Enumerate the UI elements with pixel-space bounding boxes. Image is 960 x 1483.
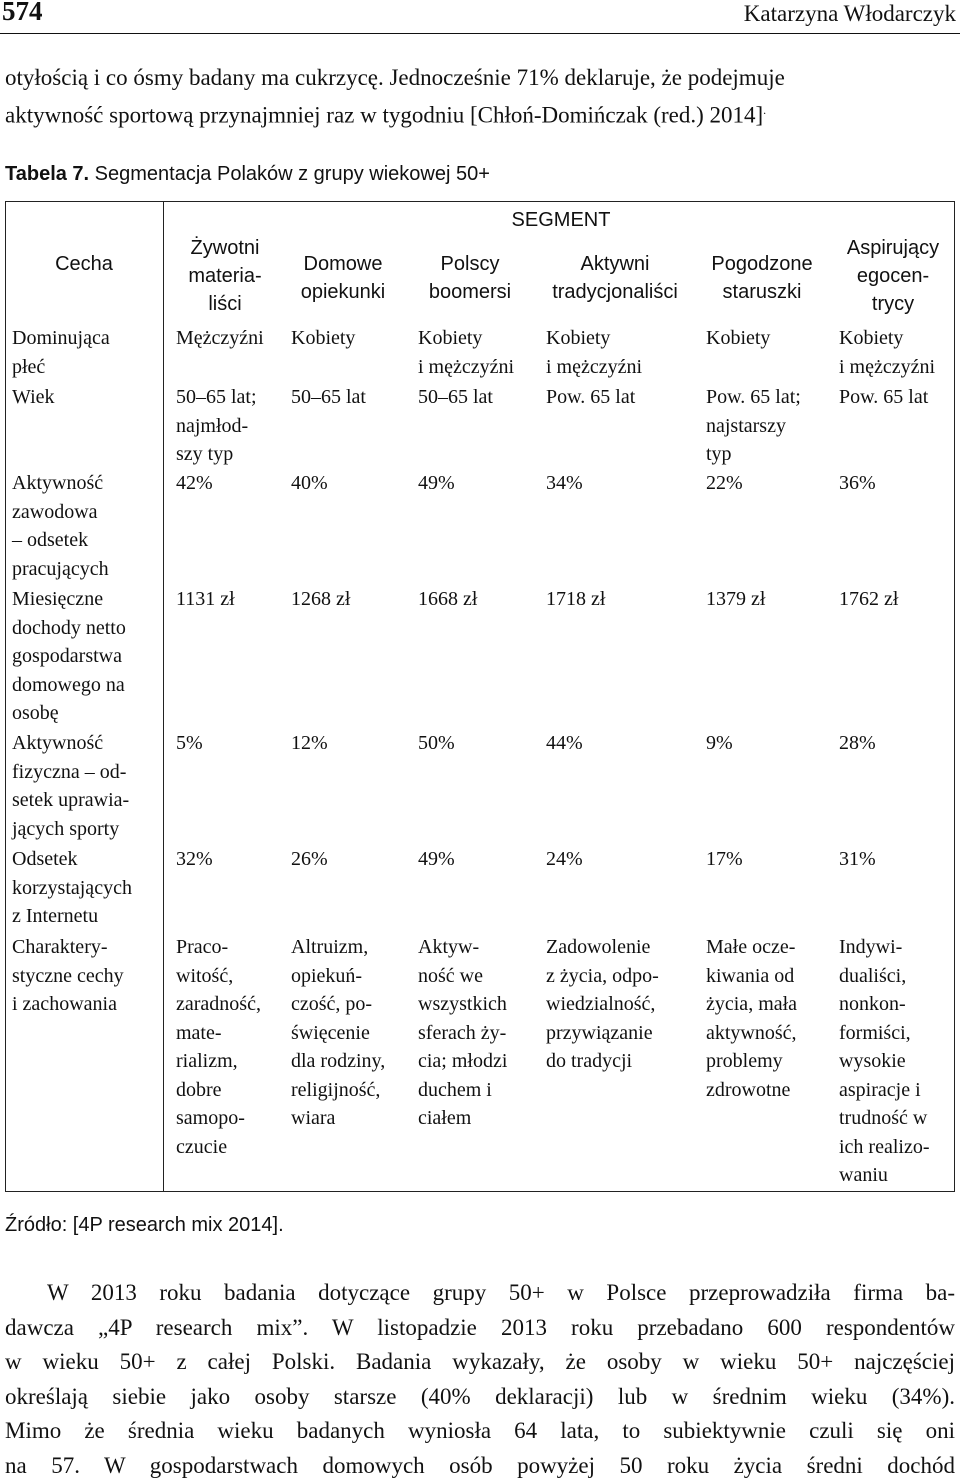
table-cell-line: Zadowolenie (546, 933, 659, 962)
running-head: Katarzyna Włodarczyk (744, 1, 956, 27)
table-cell (418, 933, 507, 1133)
table-cell-line: życia, mała (706, 990, 797, 1019)
intro-line-2-end: . (763, 103, 766, 117)
table-cell-line: 12% (291, 729, 328, 758)
body-line: określają siebie jako osoby starsze (40% deklaracji) lub w średnim wieku (34%). (5, 1380, 955, 1415)
table-cell-line: mate- (176, 1019, 261, 1048)
table-cell-line: 50–65 lat; (176, 383, 257, 412)
table-cell-line: 1131 zł (176, 585, 235, 614)
table-cell (291, 729, 328, 758)
table-cell (546, 469, 583, 498)
table-cell (839, 585, 898, 614)
table-source: Źródło: [4P research mix 2014]. (5, 1214, 284, 1237)
row-label-line: zawodowa (12, 498, 109, 527)
column-header-3-line: boomersi (410, 278, 530, 306)
table-cell (291, 469, 328, 498)
body-line: na 57. W gospodarstwach domowych osób powyżej 50 roku życia średni dochód (5, 1449, 955, 1483)
table-cell-line: 1268 zł (291, 585, 350, 614)
table-cell-line: rializm, (176, 1047, 261, 1076)
row-label-line: Odsetek (12, 845, 132, 874)
table-cell-line: do tradycji (546, 1047, 659, 1076)
table-cell (176, 383, 257, 469)
row-label-line: fizyczna – od- (12, 758, 129, 787)
table-cell-line: Kobiety (839, 324, 935, 353)
table-cell-line: Praco- (176, 933, 261, 962)
table-cell-line: 32% (176, 845, 213, 874)
table-cell-line: sferach ży- (418, 1019, 507, 1048)
table-cell-line: opiekuń- (291, 962, 385, 991)
row-label (12, 933, 124, 1019)
table-cell-line: zaradność, (176, 990, 261, 1019)
page-header (0, 0, 960, 34)
table-cell-line: przywiązanie (546, 1019, 659, 1048)
table-cell (418, 585, 477, 614)
table-cell-line: 50–65 lat (418, 383, 493, 412)
table-cell (839, 469, 876, 498)
table-cell-line: Pow. 65 lat; (706, 383, 801, 412)
table-cell (291, 933, 385, 1133)
table-cell (546, 585, 605, 614)
header-rule (0, 33, 960, 34)
table-cell-line: 28% (839, 729, 876, 758)
page-number: 574 (2, 0, 43, 27)
table-divider (163, 202, 164, 1191)
table-cell-line: 49% (418, 469, 455, 498)
table-cell (546, 324, 642, 381)
table-cell-line: formiści, (839, 1019, 930, 1048)
table-cell-line: 40% (291, 469, 328, 498)
column-header-5-line: staruszki (697, 278, 827, 306)
body-line: W 2013 roku badania dotyczące grupy 50+ w Polsce przeprowadziła firma ba- (5, 1276, 955, 1311)
table-cell-line: 26% (291, 845, 328, 874)
table-cell-line: Kobiety (546, 324, 642, 353)
table-cell-line: zdrowotne (706, 1076, 797, 1105)
intro-line-2-text: aktywność sportową przynajmniej raz w tygodniu [Chłoń-Domińczak (red.) 2014] (5, 103, 763, 128)
table-cell-line: czość, po- (291, 990, 385, 1019)
row-label-line: – odsetek (12, 526, 109, 555)
table-cell-line: dualiści, (839, 962, 930, 991)
row-label-line: gospodarstwa (12, 642, 126, 671)
column-header-3 (410, 250, 530, 306)
table-cell (839, 383, 928, 412)
table-cell-line: problemy (706, 1047, 797, 1076)
table-cell (176, 933, 261, 1161)
table-cell-line: trudność w (839, 1104, 930, 1133)
row-label-line: domowego na (12, 671, 126, 700)
table-cell-line: aktywność, (706, 1019, 797, 1048)
table-cell-line: 1762 zł (839, 585, 898, 614)
body-line: w wieku 50+ z całej Polski. Badania wykazały, że osoby w wieku 50+ najczęściej (5, 1345, 955, 1380)
body-paragraph (5, 1276, 955, 1483)
table-cell-line: 1379 zł (706, 585, 765, 614)
row-label-line: dochody netto (12, 614, 126, 643)
table-cell-line: 1668 zł (418, 585, 477, 614)
table-cell (706, 324, 770, 353)
table-cell (291, 324, 355, 353)
column-header-1-line: Żywotni (165, 234, 285, 262)
table-cell (418, 383, 493, 412)
column-header-4-line: tradycjonaliści (535, 278, 695, 306)
table-cell-line: ność we (418, 962, 507, 991)
table-cell (546, 933, 659, 1076)
table-cell (706, 383, 801, 469)
table-cell-line: dla rodziny, (291, 1047, 385, 1076)
table-cell (291, 845, 328, 874)
row-label-line: Aktywność (12, 469, 109, 498)
column-header-6 (833, 234, 953, 318)
table-cell-line: 22% (706, 469, 743, 498)
table-cell (706, 729, 733, 758)
table-cell-line: szy typ (176, 440, 257, 469)
row-label-line: z Internetu (12, 902, 132, 931)
row-label-line: i zachowania (12, 990, 124, 1019)
table-cell-line: Pow. 65 lat (839, 383, 928, 412)
table-cell (418, 729, 455, 758)
table-cell (418, 469, 455, 498)
row-label-line: Wiek (12, 383, 55, 412)
body-line: dawcza „4P research mix”. W listopadzie 2013 roku przebadano 600 respondentów (5, 1311, 955, 1346)
column-header-2 (283, 250, 403, 306)
table-cell (176, 845, 213, 874)
table-cell-line: i mężczyźni (546, 353, 642, 382)
table-cell (706, 845, 743, 874)
table-cell-line: wysokie (839, 1047, 930, 1076)
table-cell-line: witość, (176, 962, 261, 991)
table-cell-line: kiwania od (706, 962, 797, 991)
table-cell-line: z życia, odpo- (546, 962, 659, 991)
table-cell (418, 845, 455, 874)
column-header-4 (535, 250, 695, 306)
table-cell-line: Kobiety (706, 324, 770, 353)
intro-paragraph (5, 62, 955, 132)
row-label-line: Miesięczne (12, 585, 126, 614)
table-cell-line: duchem i (418, 1076, 507, 1105)
table-cell-line: typ (706, 440, 801, 469)
table-cell-line: wiedzialność, (546, 990, 659, 1019)
feature-header: Cecha (34, 250, 134, 278)
table-cell-line: Pow. 65 lat (546, 383, 635, 412)
table-cell-line: Małe ocze- (706, 933, 797, 962)
table-cell-line: 44% (546, 729, 583, 758)
column-header-5 (697, 250, 827, 306)
table-cell-line: ich realizo- (839, 1133, 930, 1162)
segmentation-table (5, 201, 955, 1192)
segment-header: SEGMENT (446, 206, 676, 234)
table-cell-line: święcenie (291, 1019, 385, 1048)
table-cell-line: 24% (546, 845, 583, 874)
table-cell-line: 9% (706, 729, 733, 758)
column-header-3-line: Polscy (410, 250, 530, 278)
table-cell (839, 845, 876, 874)
table-cell-line: samopo- (176, 1104, 261, 1133)
table-cell-line: dobre (176, 1076, 261, 1105)
row-label-line: styczne cechy (12, 962, 124, 991)
table-cell (546, 845, 583, 874)
column-header-1 (165, 234, 285, 318)
table-cell (418, 324, 514, 381)
table-cell-line: waniu (839, 1161, 930, 1190)
row-label-line: osobę (12, 699, 126, 728)
table-cell-line: Mężczyźni (176, 324, 264, 353)
row-label (12, 585, 126, 728)
column-header-1-line: liści (165, 290, 285, 318)
table-cell-line: i mężczyźni (839, 353, 935, 382)
table-cell-line: Altruizm, (291, 933, 385, 962)
table-cell-line: Aktyw- (418, 933, 507, 962)
table-cell (176, 585, 235, 614)
table-cell-line: aspiracje i (839, 1076, 930, 1105)
body-line: Mimo że średnia wieku badanych wyniosła 64 lata, to subiektywnie czuli się oni (5, 1414, 955, 1449)
column-header-2-line: Domowe (283, 250, 403, 278)
column-header-4-line: Aktywni (535, 250, 695, 278)
table-cell (176, 729, 203, 758)
row-label (12, 383, 55, 412)
row-label-line: Aktywność (12, 729, 129, 758)
intro-line-2 (5, 94, 955, 132)
row-label-line: płeć (12, 353, 110, 382)
table-cell (706, 585, 765, 614)
row-label (12, 469, 109, 583)
table-cell-line: najmłod- (176, 412, 257, 441)
table-cell (176, 324, 264, 353)
row-label-line: setek uprawia- (12, 786, 129, 815)
table-cell-line: Kobiety (418, 324, 514, 353)
table-cell-line: nonkon- (839, 990, 930, 1019)
table-cell-line: i mężczyźni (418, 353, 514, 382)
column-header-5-line: Pogodzone (697, 250, 827, 278)
column-header-6-line: trycy (833, 290, 953, 318)
table-cell-line: 31% (839, 845, 876, 874)
row-label-line: pracujących (12, 555, 109, 584)
table-caption-label: Tabela 7. (5, 163, 89, 185)
table-cell-line: wiara (291, 1104, 385, 1133)
intro-line-1: otyłością i co ósmy badany ma cukrzycę. Jednocześnie 71% deklaruje, że podejmuje (5, 62, 955, 94)
table-cell-line: 49% (418, 845, 455, 874)
table-cell (546, 729, 583, 758)
table-cell-line: 17% (706, 845, 743, 874)
table-cell (839, 933, 930, 1190)
column-header-6-line: Aspirujący (833, 234, 953, 262)
table-cell-line: czucie (176, 1133, 261, 1162)
table-cell-line: 50–65 lat (291, 383, 366, 412)
row-label (12, 845, 132, 931)
table-cell (546, 383, 635, 412)
table-caption-text: Segmentacja Polaków z grupy wiekowej 50+ (89, 163, 490, 185)
table-cell (839, 729, 876, 758)
table-cell-line: cia; młodzi (418, 1047, 507, 1076)
table-cell-line: ciałem (418, 1104, 507, 1133)
table-cell-line: 50% (418, 729, 455, 758)
row-label (12, 729, 129, 843)
row-label-line: Dominująca (12, 324, 110, 353)
row-label-line: Charaktery- (12, 933, 124, 962)
table-cell (291, 585, 350, 614)
row-label (12, 324, 110, 381)
table-cell-line: 5% (176, 729, 203, 758)
table-cell-line: 34% (546, 469, 583, 498)
table-cell (706, 933, 797, 1104)
column-header-6-line: egocen- (833, 262, 953, 290)
table-cell-line: 36% (839, 469, 876, 498)
table-cell-line: religijność, (291, 1076, 385, 1105)
table-cell-line: wszystkich (418, 990, 507, 1019)
column-header-1-line: materia- (165, 262, 285, 290)
table-cell-line: Kobiety (291, 324, 355, 353)
table-caption (5, 163, 490, 186)
table-cell-line: Indywi- (839, 933, 930, 962)
table-cell-line: najstarszy (706, 412, 801, 441)
table-cell (706, 469, 743, 498)
row-label-line: korzystających (12, 874, 132, 903)
table-cell-line: 42% (176, 469, 213, 498)
table-cell (839, 324, 935, 381)
table-cell-line: 1718 zł (546, 585, 605, 614)
column-header-2-line: opiekunki (283, 278, 403, 306)
row-label-line: jących sporty (12, 815, 129, 844)
table-cell (291, 383, 366, 412)
table-cell (176, 469, 213, 498)
